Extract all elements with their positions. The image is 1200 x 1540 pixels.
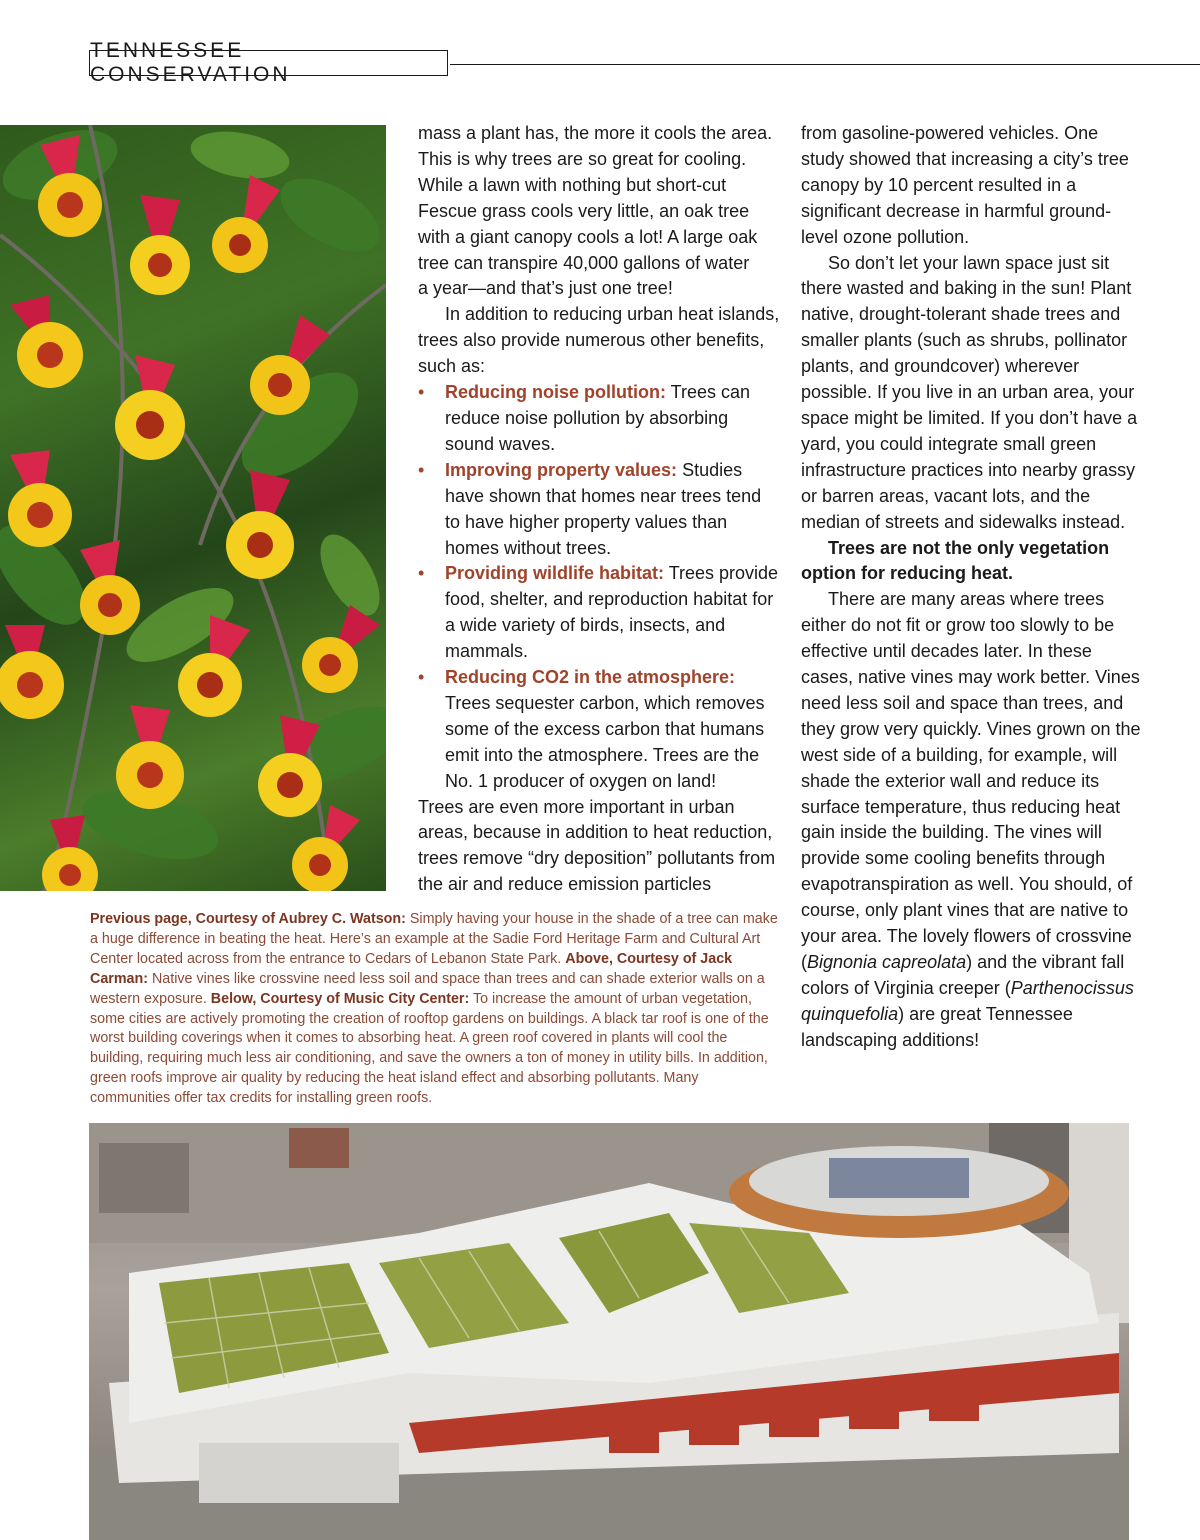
benefit-text: Trees can reduce noise pollution by absorbing sound waves. xyxy=(445,382,751,454)
middle-column xyxy=(418,121,780,898)
benefit-lead: Reducing CO2 in the atmosphere: xyxy=(445,667,736,688)
caption-credit: Below, Courtesy of Music City Center: xyxy=(210,990,470,1007)
paragraph-text: There are many areas where trees either do not fit or grow too slowly to be effective until decades later. In these cases, native vines may work better. Vines need less soil and space than trees, and they grow very quickly. Vines grown on the west side of a building, for example, will shade the exterior wall and reduce its surface temperature, thus reducing heat gain inside the building. The vines will provide some cooling benefits through evapotranspiration as well. You should, of course, only plant vines that are native to your area. The lovely flowers of crossvine ( xyxy=(801,589,1141,972)
intro-line: This is why trees are so great for cooling. xyxy=(418,148,747,169)
green-roof-aerial-photo xyxy=(89,1123,1129,1540)
benefit-lead: Reducing noise pollution: xyxy=(445,382,666,403)
benefit-item xyxy=(418,458,780,562)
intro-line: mass a plant has, the more it cools the area. xyxy=(418,123,773,143)
benefit-item xyxy=(418,561,780,665)
intro-line: Fescue grass cools very little, an oak tree xyxy=(418,200,750,221)
crossvine-photo xyxy=(0,125,386,891)
intro-line: with a giant canopy cools a lot! A large oak xyxy=(418,226,758,247)
intro-line: tree can transpire 40,000 gallons of water xyxy=(418,252,750,273)
intro-line: While a lawn with nothing but short-cut xyxy=(418,174,727,195)
caption-credit: Above, Courtesy of Jack Carman: xyxy=(90,950,733,987)
benefits-intro: In addition to reducing urban heat islands, trees also provide numerous other benefits, such as: xyxy=(418,304,780,377)
benefit-text: Trees sequester carbon, which removes some of the excess carbon that humans emit into the atmosphere. Trees are the No. 1 producer of oxygen on land! xyxy=(445,692,765,791)
closing-paragraph: Trees are even more important in urban areas, because in addition to heat reduction, trees remove “dry deposition” pollutants from the air and reduce emission particles xyxy=(418,796,776,895)
benefits-list xyxy=(418,380,780,795)
benefit-text: Trees provide food, shelter, and reproduction habitat for a wide variety of birds, insects, and mammals. xyxy=(445,563,779,662)
benefit-item xyxy=(418,665,780,795)
caption-text: Simply having your house in the shade of a tree can make a huge difference in beating the heat. Here’s an example at the Sadie Ford Heritage Farm and Cultural Art Center located across from the entrance to Cedars of Lebanon State Park. xyxy=(90,911,778,967)
benefit-lead: Improving property values: xyxy=(445,459,678,480)
species-name: Bignonia capreolata xyxy=(807,952,967,972)
paragraph: from gasoline-powered vehicles. One study showed that increasing a city’s tree canopy by 10 percent resulted in a significant decrease in harmful ground-level ozone pollution. xyxy=(801,123,1129,247)
caption-text: Native vines like crossvine need less soil and space than trees and can shade exterior walls on a western exposure. xyxy=(90,970,765,1007)
caption-text: To increase the amount of urban vegetation, some cities are actively promoting the creation of rooftop gardens on buildings. A black tar roof is one of the worst building coverings when it comes to absorbing heat. A green roof covered in plants will cool the building, requiring much less air conditioning, and save the owners a ton of money in utility bills. In addition, green roofs improve air quality by reducing the heat island effect and absorbing pollutants. Many communities offer tax credits for installing green roofs. xyxy=(90,990,769,1107)
species-name: Parthenocissus quinquefolia xyxy=(801,977,1134,1024)
paragraph-text: ) are great Tennessee landscaping additions! xyxy=(801,1003,1073,1050)
photo-caption xyxy=(90,910,780,1109)
caption-credit: Previous page, Courtesy of Aubrey C. Watson: xyxy=(90,911,406,927)
right-column xyxy=(801,121,1141,1054)
intro-line: a year—and that’s just one tree! xyxy=(418,278,673,299)
paragraph-text: ) and the vibrant fall colors of Virginia creeper ( xyxy=(801,952,1125,998)
header-rule xyxy=(450,64,1200,65)
paragraph: So don’t let your lawn space just sit there wasted and baking in the sun! Plant native, drought-tolerant shade trees and smaller plants (such as shrubs, pollinator plants, and groundcover) wherever possible. If you live in an urban area, your space might be limited. If you don’t have a yard, you could integrate small green infrastructure practices into nearby grassy or barren areas, vacant lots, and the median of streets and sidewalks instead. xyxy=(801,252,1138,532)
benefit-text: Studies have shown that homes near trees tend to have higher property values than homes without trees. xyxy=(445,459,762,558)
section-title: TENNESSEE CONSERVATION xyxy=(89,50,448,76)
paragraph xyxy=(801,587,1141,1053)
benefit-lead: Providing wildlife habitat: xyxy=(445,563,665,584)
subheading: Trees are not the only vegetation option for reducing heat. xyxy=(801,537,1110,584)
benefit-item xyxy=(418,380,780,458)
